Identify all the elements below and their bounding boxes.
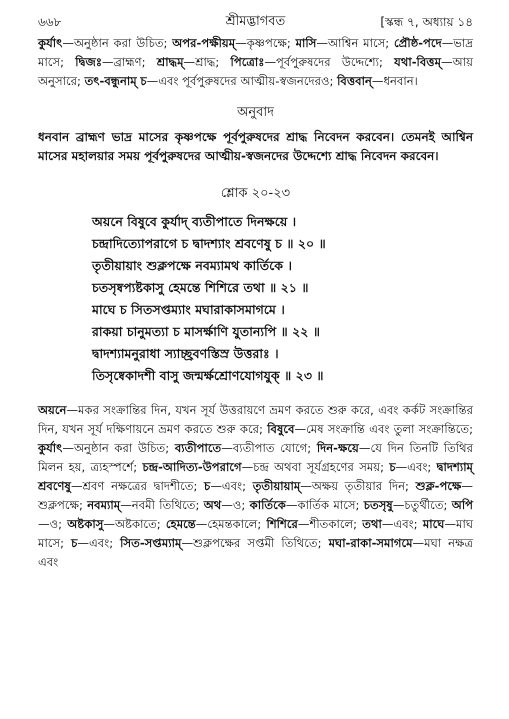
gloss-meaning: —এবং পূর্বপুরুষদের আত্মীয়-স্বজনদেরও; <box>146 74 338 88</box>
word-meanings <box>38 401 473 572</box>
gloss-term: শ্রবণেষু <box>38 479 71 493</box>
gloss-term: যথা-বিত্তম্ <box>394 55 442 69</box>
verse-line: দ্বাদশ্যামনুরাধা স্যাচ্ছ্রবণস্তিস্র উত্তরাঃ । <box>92 346 279 361</box>
gloss-meaning: —কৃষ্ণপক্ষে; <box>235 36 296 50</box>
gloss-meaning: —শ্রাদ্ধ; <box>183 55 231 69</box>
translation-text: ধনবান ব্রাহ্মণ ভাদ্র মাসের কৃষ্ণপক্ষে পূর্বপুরুষদের শ্রাদ্ধ নিবেদন করবেন। তেমনই আশ্বিন মাসের মহালয়ার সময় পূর্বপুরুষদের আত্মীয়-স্বজনদের উদ্দেশ্যে শ্রাদ্ধ নিবেদন করবেন। <box>38 130 473 163</box>
chapter-reference: [স্কন্ধ ৭, অধ্যায় ১৪ <box>380 15 473 29</box>
book-title: শ্রীমদ্ভাগবত <box>225 14 286 29</box>
gloss-meaning: —যে দিন তিনটি তিথির মিলন হয়, ত্র্যহস্পর্শে; <box>38 441 473 474</box>
gloss-term: ব্যতীপাতে <box>174 441 222 455</box>
gloss-term: অষ্টকাসু <box>67 517 104 531</box>
gloss-meaning: —কার্তিক মাসে; <box>285 498 364 512</box>
gloss-meaning: —এবং; <box>381 517 423 531</box>
gloss-term: বিত্তবান্ <box>337 74 372 88</box>
gloss-term: শিশিরে <box>266 517 298 531</box>
gloss-meaning: —মাঘ মাসে; <box>38 517 473 550</box>
gloss-term: চতসৃষু <box>363 498 393 512</box>
gloss-term: প্রৌষ্ঠ-পদে <box>394 36 442 50</box>
gloss-meaning: —অনুষ্ঠান করা উচিত; <box>62 441 175 455</box>
gloss-meaning: —চতুর্থীতে; <box>392 498 452 512</box>
gloss-meaning: —শীতকালে; <box>297 517 363 531</box>
gloss-term: অথ <box>203 498 222 512</box>
word-meanings-continued <box>38 34 473 91</box>
gloss-meaning: —পূর্বপুরুষদের উদ্দেশ্যে; <box>264 55 395 69</box>
gloss-term: কুর্যাৎ <box>38 441 63 455</box>
gloss-meaning: —নবমী তিথিতে; <box>120 498 204 512</box>
verse-line: তিসৃষ্বেকাদশী বাসু জন্মর্ক্ষশ্রোণযোগযুক্ ॥ ২৩ ॥ <box>92 368 324 383</box>
gloss-term: অয়নে <box>38 403 67 417</box>
gloss-meaning: —হেমন্তকালে; <box>195 517 267 531</box>
gloss-term: কুর্যাৎ <box>38 36 63 50</box>
verse-line: চতসৃষ্বপ্যষ্টকাসু হেমন্তে শিশিরে তথা ॥ ২১ ॥ <box>92 280 309 295</box>
verse-block <box>92 211 473 387</box>
gloss-meaning: —এবং; <box>77 536 121 550</box>
gloss-term: দিন-ক্ষয়ে <box>316 441 359 455</box>
gloss-term: শ্রাদ্ধম্ <box>156 55 184 69</box>
gloss-meaning: —আশ্বিন মাসে; <box>316 36 395 50</box>
gloss-term: অপর-পক্ষীয়ম্ <box>172 36 236 50</box>
gloss-meaning: —মঘা নক্ষত্র এবং <box>38 536 473 569</box>
gloss-meaning: —মেষ সংক্রান্তি এবং তুলা সংক্রান্তিতে; <box>294 422 473 436</box>
gloss-meaning: —শ্রবণ নক্ষত্রের দ্বাদশীতে; <box>70 479 205 493</box>
gloss-meaning: —মকর সংক্রান্তির দিন, যখন সূর্য উত্তরায়ণে ভ্রমণ করতে শুরু করে, এবং কর্কট সংক্রান্তির দিন, যখন সূর্য দক্ষিণায়নে ভ্রমণ করতে শুরু করে; <box>38 403 473 436</box>
gloss-term: বিষুবে <box>267 422 295 436</box>
gloss-term: সিত-সপ্তম্যাম্ <box>120 536 182 550</box>
gloss-term: দ্বিজঃ <box>75 55 103 69</box>
gloss-term: শুক্ল-পক্ষে <box>415 479 462 493</box>
verse-line: রাকয়া চানুমত্যা চ মাসর্ক্ষাণি যুতান্যপি ॥ ২২ ॥ <box>92 324 320 339</box>
gloss-term: মাসি <box>295 36 317 50</box>
gloss-meaning: —ভাদ্র মাসে; <box>38 36 473 69</box>
gloss-meaning: —শুক্লপক্ষের সপ্তমী তিথিতে; <box>181 536 329 550</box>
gloss-term: নবম্যাম্ <box>87 498 121 512</box>
gloss-term: চ <box>204 479 211 493</box>
translation-heading: অনুবাদ <box>237 105 274 120</box>
gloss-meaning: —এবং; <box>395 460 437 474</box>
gloss-meaning: —ব্রাহ্মণ; <box>102 55 157 69</box>
gloss-meaning: —ব্যতীপাত যোগে; <box>221 441 317 455</box>
gloss-term: চ <box>140 74 147 88</box>
gloss-term: দ্বাদশ্যাম্ <box>436 460 473 474</box>
gloss-term: অপি <box>451 498 474 512</box>
gloss-term: হেমন্তে <box>165 517 196 531</box>
gloss-meaning: —অক্ষয় তৃতীয়ার দিন; <box>300 479 416 493</box>
verse-line: অয়নে বিষুবে কুর্যাদ্ ব্যতীপাতে দিনক্ষয়ে । <box>92 214 297 229</box>
gloss-term: চন্দ্র-আদিত্য-উপরাগে <box>142 460 242 474</box>
gloss-term: পিত্রোঃ <box>230 55 265 69</box>
gloss-meaning: —শুক্লপক্ষে; <box>38 479 473 512</box>
gloss-term: তৃতীয়ায়াম্ <box>252 479 301 493</box>
gloss-term: মঘা-রাকা-সমাগমে <box>328 536 413 550</box>
verse-line: মাঘে চ সিতসপ্তম্যাং মঘারাকাসমাগমে । <box>92 302 285 317</box>
verse-line: তৃতীয়ায়াং শুক্লপক্ষে নবম্যামথ কার্তিকে । <box>92 258 292 273</box>
verse-heading: শ্লোক ২০-২৩ <box>220 186 291 201</box>
page-number: ৬৬৮ <box>38 15 62 29</box>
gloss-meaning: —ও; <box>38 517 68 531</box>
gloss-meaning: —অষ্টকাতে; <box>103 517 166 531</box>
verse-line: চন্দ্রাদিত্যোপরাগে চ দ্বাদশ্যাং শ্রবণেষু চ ॥ ২০ ॥ <box>92 236 326 251</box>
gloss-term: চ <box>389 460 396 474</box>
gloss-term: মাঘে <box>422 517 445 531</box>
gloss-meaning: —ও; <box>221 498 250 512</box>
gloss-meaning: —ধনবান। <box>371 74 418 88</box>
gloss-term: তথা <box>362 517 382 531</box>
gloss-term: কার্তিকে <box>249 498 286 512</box>
gloss-term: চ <box>71 536 78 550</box>
gloss-meaning: —চন্দ্র অথবা সূর্যগ্রহণের সময়; <box>241 460 390 474</box>
gloss-meaning: —আয় অনুসারে; <box>38 55 473 88</box>
gloss-meaning: —অনুষ্ঠান করা উচিত; <box>62 36 173 50</box>
page-header <box>38 10 473 34</box>
gloss-meaning: —এবং; <box>210 479 253 493</box>
gloss-term: তৎ-বন্ধুনাম্ <box>84 74 137 88</box>
